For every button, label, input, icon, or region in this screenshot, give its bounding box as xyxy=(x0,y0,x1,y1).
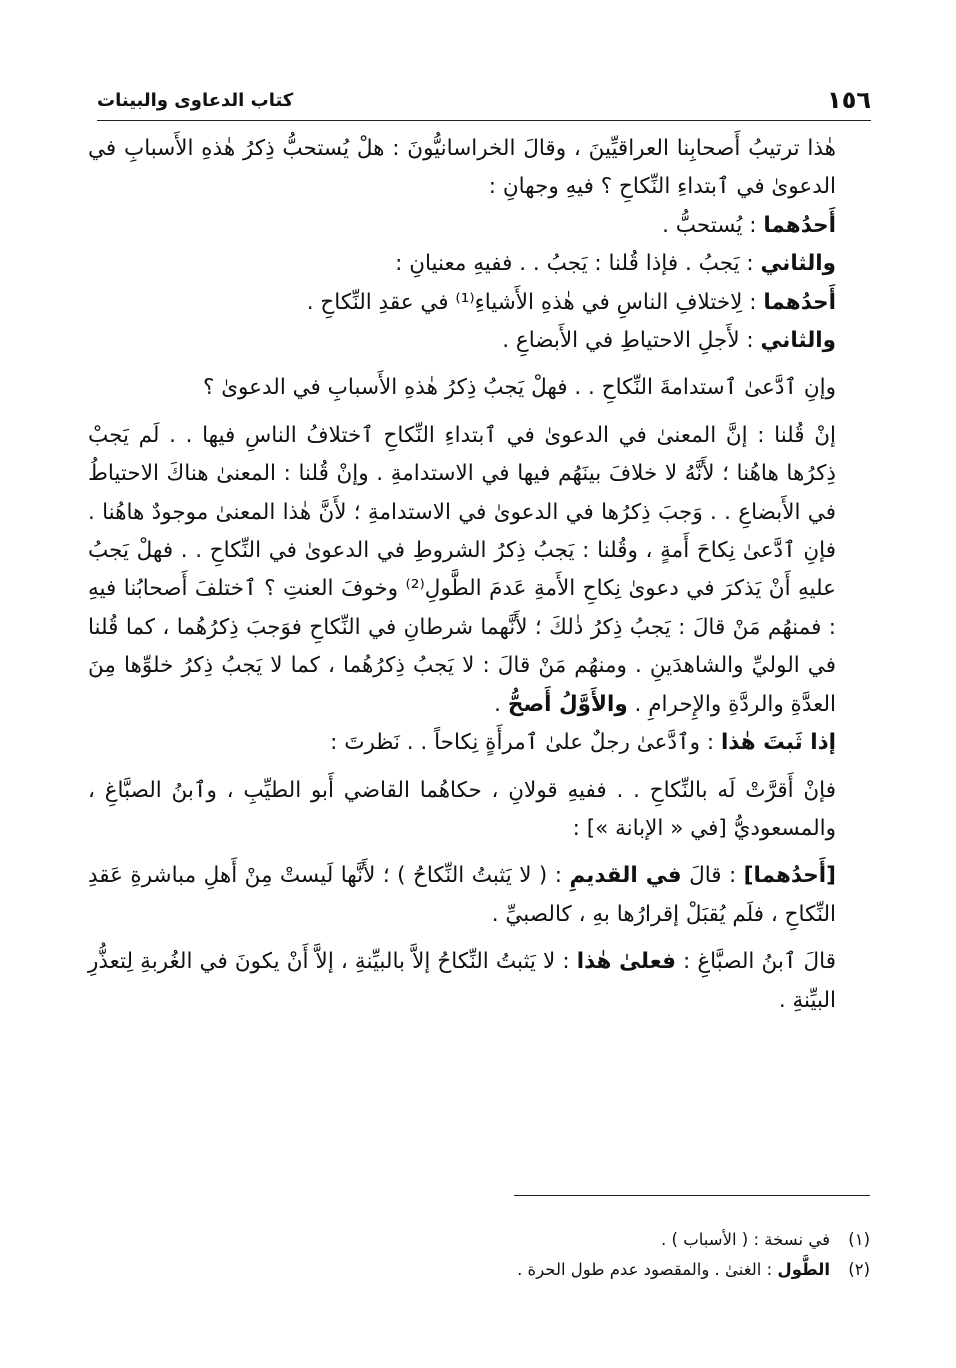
page-header xyxy=(97,84,871,121)
footnotes xyxy=(88,1225,870,1285)
paragraph-text: إنْ قُلنا : إنَّ المعنىٰ في الدعوىٰ في ٱبتداءِ النِّكاحِ ٱختلافُ الناسِ فيها . . لَم يَجبْ ذِكرُها هاهُنا ؛ لأَنَّهُ لا خلافَ بينَهُم فيها في الاستدامةِ . وإنْ قُلنا : المعنىٰ هناكَ الاحتياطُ في الأَبضاعِ . . وَجبَ ذِكرُها في الدعوىٰ في الاستدامةِ ؛ لأَنَّ هٰذا المعنىٰ موجودٌ هاهُنا . فإنِ ٱدَّعىٰ نِكاحَ أَمةٍ ، وقُلنا : يَجبُ ذِكرُ الشروطِ في الدعوىٰ في النِّكاحِ . . فهلْ يَجبُ عليهِ أَنْ يَذكرَ في دعوىٰ نِكاحِ الأَمةِ عَدمَ الطَّولِ⁽²⁾ وخوفَ العنتِ ؟ ٱختلفَ أَصحابُنا فيهِ : فمنهُم مَنْ قالَ : يَجبُ ذِكرُ ذٰلكَ ؛ لأَنَّهما شرطانِ في النِّكاحِ فوَجبَ ذِكرُهُما ، كما قُلنا في الوليِّ والشاهدَينِ . ومنهُم مَنْ قالَ : لا يَجبُ ذِكرُهُما ، كما لا يَجبُ ذِكرُ خلوِّها مِنَ العدَّةِ والردَّةِ والإِحرامِ . xyxy=(88,422,836,717)
paragraph xyxy=(88,369,870,407)
term-label: أَحدُهما xyxy=(763,289,836,315)
paragraph-text: : يَجبُ . فإذا قُلنا : يَجبُ . . ففيهِ معنيانِ : xyxy=(395,251,761,277)
paragraph-text: قالَ ٱبنُ الصبَّاغِ : xyxy=(675,949,836,975)
main-text xyxy=(88,130,870,1020)
footnote-term: الطَّول xyxy=(777,1260,830,1279)
paragraph-text: وإنِ ٱدَّعىٰ ٱستدامةَ النِّكاحِ . . فهلْ يَجبُ ذِكرُ هٰذهِ الأَسبابِ في الدعوىٰ ؟ xyxy=(202,375,836,401)
paragraph xyxy=(88,207,870,245)
paragraph-text: : وٱدَّعىٰ رجلٌ علىٰ ٱمرأَةٍ نِكاحاً . . نَظرتَ : xyxy=(330,730,721,756)
footnote-text: في نسخة : ( الأسباب ) . xyxy=(661,1230,830,1249)
term-label: [أَحدُهما] xyxy=(743,863,837,889)
emphasis-text: والأَوَّلُ أَصحُّ xyxy=(507,691,628,717)
term-label: أَحدُهما xyxy=(763,212,836,238)
footnote-number: (٢) xyxy=(848,1260,870,1279)
paragraph-text: : قالَ xyxy=(681,863,744,889)
paragraph xyxy=(88,772,870,849)
paragraph xyxy=(88,724,870,762)
footnote xyxy=(88,1225,870,1255)
paragraph xyxy=(88,245,870,283)
footnote-divider xyxy=(514,1195,870,1196)
page-number: ١٥٦ xyxy=(827,86,871,114)
footnote-text: : الغنىٰ . والمقصود عدم طول الحرة . xyxy=(517,1260,778,1279)
term-label: والثاني xyxy=(760,251,836,277)
paragraph-text: هٰذا ترتيبُ أَصحابِنا العراقيِّينَ ، وقالَ الخراسانيُّونَ : هلْ يُستحبُّ ذِكرُ هٰذهِ الأَسبابِ في الدعوىٰ في ٱبتداءِ النِّكاحِ ؟ فيهِ وجهانِ : xyxy=(88,136,836,200)
term-label: والثاني xyxy=(760,328,836,354)
paragraph xyxy=(88,322,870,360)
emphasis-text: فعلىٰ هٰذا xyxy=(576,949,676,975)
paragraph xyxy=(88,417,870,724)
paragraph-text: : لِاختلافِ الناسِ في هٰذهِ الأَشياءِ⁽¹⁾ في عقدِ النِّكاحِ . xyxy=(306,289,764,315)
paragraph xyxy=(88,857,870,934)
paragraph-text: . xyxy=(494,691,508,717)
paragraph-text: فإنْ أَقرَّتْ لَه بالنِّكاحِ . . ففيهِ قولانِ ، حكاهُما القاضي أَبو الطيِّبِ ، وٱبنُ الصبَّاغِ ، والمسعوديُّ [في « الإبانة »] : xyxy=(88,777,836,841)
emphasis-text: في القديمِ xyxy=(569,863,682,889)
footnote xyxy=(88,1255,870,1285)
paragraph xyxy=(88,130,870,207)
paragraph-text: : ( لا يَثبتُ النِّكاحُ ) ؛ لأَنَّها لَيستْ مِنْ أَهلِ مباشرةِ عَقدِ النِّكاحِ ، فلَم يُقبَلْ إقرارُها بهِ ، كالصبيِّ . xyxy=(88,863,836,927)
paragraph-text: : يُستحبُّ . xyxy=(662,212,764,238)
term-label: إذا ثَبتَ هٰذا xyxy=(720,730,836,756)
paragraph xyxy=(88,284,870,322)
paragraph-text: : لأَجلِ الاحتياطِ في الأَبضاعِ . xyxy=(502,328,761,354)
paragraph xyxy=(88,943,870,1020)
footnote-number: (١) xyxy=(848,1230,870,1249)
running-title: كتاب الدعاوى والبينات xyxy=(97,90,294,111)
paragraph-text: : لا يَثبتُ النِّكاحُ إلاَّ بالبيِّنةِ ، إلاَّ أَنْ يكونَ في الغُربةِ لِتعذُّرِ البيِّنةِ . xyxy=(88,949,836,1013)
